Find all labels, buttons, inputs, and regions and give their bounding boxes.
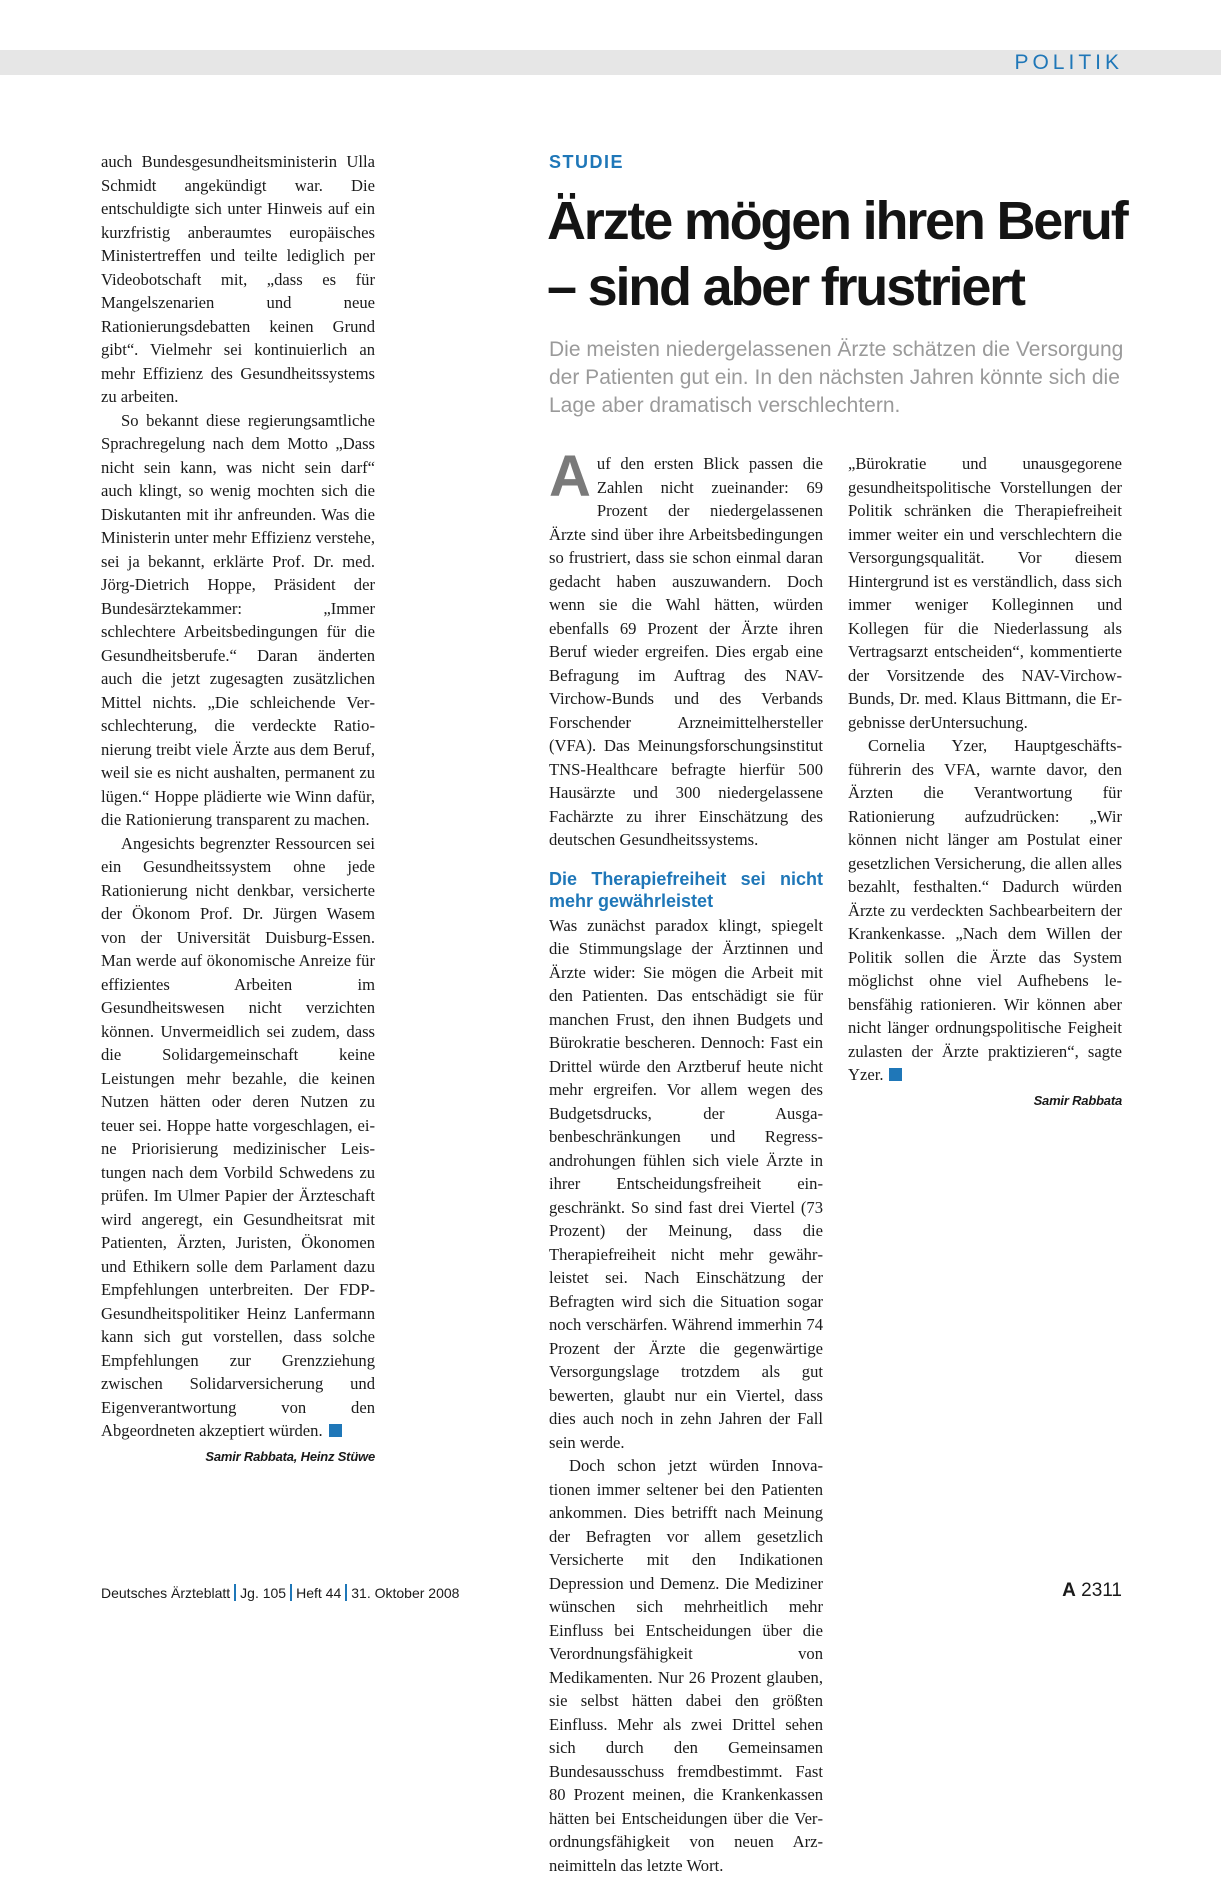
journal-date: 31. Oktober 2008 xyxy=(351,1585,460,1601)
end-mark-icon xyxy=(329,1424,342,1437)
footer-separator xyxy=(234,1584,236,1601)
headline-line-1: Ärzte mögen ihren Beruf xyxy=(547,191,1127,251)
article-column-2 xyxy=(848,452,1122,1110)
journal-name: Deutsches Ärzteblatt xyxy=(101,1585,231,1601)
drop-cap: A xyxy=(549,444,591,509)
paragraph: Was zunächst paradox klingt, spiegelt die Stimmungslage der Ärztinnen und Ärzte wider: Sie mögen die Arbeit mit den Patienten. Das entschädigt sie für manchen Frust, den ihnen Budgets und Bürokratie bescheren. Dennoch: Fast ein Drittel würde den Arztberuf heute nicht mehr ergreifen. Vor allem wegen des Budgetsdrucks, der Ausgabenbeschränkungen und Regressandrohungen fühlen sich viele Ärzte in ihrer Entscheidungsfreiheit eingeschränkt. So sind fast drei Viertel (73 Prozent) der Meinung, dass die Therapiefreiheit nicht mehr gewährleistet sei. Nach Einschätzung der Befragten wird sich die Situation sogar noch verschärfen. Während immerhin 74 Prozent der Ärzte die gegenwärtige Versorgungslage trotzdem als gut bewerten, glaubt nur ein Viertel, dass dies auch noch in zehn Jahren der Fall sein werde. xyxy=(549,915,823,1452)
paragraph-text: Cornelia Yzer, Hauptgeschäftsführerin des VFA, warnte davor, den Ärzten die Verantwortung für Rationierung aufzudrücken: „Wir können nicht länger am Postulat einer gesetzlichen Versicherung, die allen alles bezahlt, festhalten.“ Dadurch würden Ärzte zu verdeckten Sachbearbeitern der Krankenkasse. „Nach dem Willen der Politik sollen die Ärzte das System möglichst ohne viel Aufhebens lebensfähig rationieren. Wir können aber nicht länger ordnungspolitische Feigheit zulasten der Ärzte praktizieren“, sagte Yzer. xyxy=(848,736,1122,1084)
article-column-1 xyxy=(549,444,823,1877)
paragraph-text: Angesichts begrenzter Ressourcen sei ein Gesundheitssystem ohne jede Rationierung nicht denkbar, versicherte der Ökonom Prof. Dr. Jürgen Wasem von der Universität Duisburg-Essen. Man werde auf ökonomische Anreize für effizientes Arbeiten im Gesundheitswesen nicht verzichten können. Unvermeidlich sei zudem, dass die Solidargemeinschaft keine Leistungen mehr bezahle, die keinen Nutzen hätten oder deren Nutzen zu teuer sei. Hoppe hatte vorgeschlagen, eine Priorisierung medizinischer Leistungen nach dem Vorbild Schwedens zu prüfen. Im Ulmer Papier der Ärzteschaft wird angeregt, ein Gesundheitsrat mit Patienten, Ärzten, Juristen, Ökonomen und Ethikern solle dem Parlament dazu Empfehlungen unterbreiten. Der FDP-Gesundheitspolitiker Heinz Lanfermann kann sich gut vorstellen, dass solche Empfehlungen zur Grenzziehung zwischen Solidarversicherung und Eigenverantwortung von den Abgeordneten akzeptiert würden. xyxy=(101,833,375,1440)
article-headline xyxy=(547,188,1147,320)
page-prefix: A xyxy=(1062,1580,1076,1601)
intro-paragraph xyxy=(549,444,823,852)
paragraph: „Bürokratie und unausgegorene gesundheitspolitische Vorstellungen der Politik schränken die Therapiefreiheit immer weiter ein und verschlechtern die Versorgungsqualität. Vor diesem Hintergrund ist es verständlich, dass sich immer weniger Kolleginnen und Kollegen für die Niederlassung als Vertragsarzt entscheiden“, kommentierte der Vorsitzende des NAV-Virchow-Bunds, Dr. med. Klaus Bittmann, die Ergebnisse derUntersuchung. xyxy=(848,454,1122,732)
author-credit: Samir Rabbata, Heinz Stüwe xyxy=(205,1448,375,1464)
page-number-value: 2311 xyxy=(1081,1580,1122,1601)
paragraph: Doch schon jetzt würden Innovationen immer seltener bei den Patienten ankommen. Dies betrifft nach Meinung der Befragten vor allem gesetzlich Versicherte mit den Indikationen Depression und Demenz. Die Mediziner wünschen sich mehrheitlich mehr Einfluss bei Entscheidungen über die Verordnungsfähigkeit von Medikamenten. Nur 26 Prozent glauben, sie selbst hätten dabei den größten Einfluss. Mehr als zwei Drittel sehen sich durch den Gemeinsamen Bundesausschuss fremdbestimmt. Fast 80 Prozent meinen, die Krankenkassen hätten bei Entscheidungen über die Verordnungsfähigkeit von neuen Arzneimitteln das letzte Wort. xyxy=(549,1456,823,1875)
headline-line-2: – sind aber frustriert xyxy=(547,257,1024,317)
paragraph: So bekannt diese regierungsamtliche Sprachregelung nach dem Motto „Dass nicht sein kann, was nicht sein darf“ auch klingt, so wenig mochten sich die Diskutanten mit ihr anfreunden. Was die Ministerin unter mehr Effizienz verstehe, sei ja bekannt, erklärte Prof. Dr. med. Jörg-Dietrich Hoppe, Präsident der Bundesärztekammer: „Immer schlechtere Arbeitsbedingungen für die Gesundheitsberufe.“ Daran änderten auch die jetzt zugesagten zusätzlichen Mittel nichts. „Die schleichende Verschlechterung, die verdeckte Rationierung treibt viele Ärzte aus dem Beruf, weil sie es nicht aushalten, permanent zu lügen.“ Hoppe plädierte wie Winn dafür, die Rationierung transparent zu machen. xyxy=(101,410,375,829)
page-number xyxy=(1062,1580,1122,1602)
article-subhead: Die Therapiefreiheit sei nicht mehr gewährleistet xyxy=(549,868,823,911)
footer-separator xyxy=(345,1584,347,1601)
end-mark-icon xyxy=(889,1068,902,1081)
footer-citation xyxy=(101,1584,459,1601)
journal-issue: Heft 44 xyxy=(296,1585,342,1601)
article-kicker: STUDIE xyxy=(549,152,625,172)
left-column xyxy=(101,150,375,1466)
section-label: POLITIK xyxy=(1014,51,1123,74)
paragraph: auch Bundesgesundheitsministerin Ulla Schmidt angekündigt war. Die entschuldigte sich unter Hinweis auf ein kurzfristig anberaumtes europäisches Ministertreffen und teilte lediglich per Videobotschaft mit, „dass es für Mangelszenarien und neue Rationierungsdebatten keinen Grund gibt“. Vielmehr sei kontinuierlich an mehr Effizienz des Gesundheitssystems zu arbeiten. xyxy=(101,152,375,406)
footer-separator xyxy=(290,1584,292,1601)
article-standfirst: Die meisten niedergelassenen Ärzte schätzen die Versorgung der Patienten gut ein. In den nächsten Jahren könnte sich die Lage aber dramatisch verschlechtern. xyxy=(549,338,1124,417)
journal-volume: Jg. 105 xyxy=(240,1585,287,1601)
paragraph xyxy=(848,734,1122,1087)
intro-text: uf den ersten Blick passen die Zahlen nicht zueinander: 69 Prozent der niedergelassenen Ärzte sind über ihre Arbeitsbedingungen so frustriert, dass sie schon einmal daran gedacht haben auszuwandern. Doch wenn sie die Wahl hätten, würden ebenfalls 69 Prozent der Ärzte ihren Beruf wieder ergreifen. Dies ergab eine Befragung im Auftrag des NAV-Virchow-Bunds und des Verbands Forschender Arzneimittelhersteller (VFA). Das Meinungsforschungsinstitut TNS-Healthcare befragte hierfür 500 Hausärzte und 300 niedergelassene Fachärzte zu ihrer Einschätzung des deutschen Gesundheitssystems. xyxy=(549,454,823,849)
paragraph xyxy=(101,832,375,1443)
author-credit: Samir Rabbata xyxy=(1033,1092,1122,1108)
